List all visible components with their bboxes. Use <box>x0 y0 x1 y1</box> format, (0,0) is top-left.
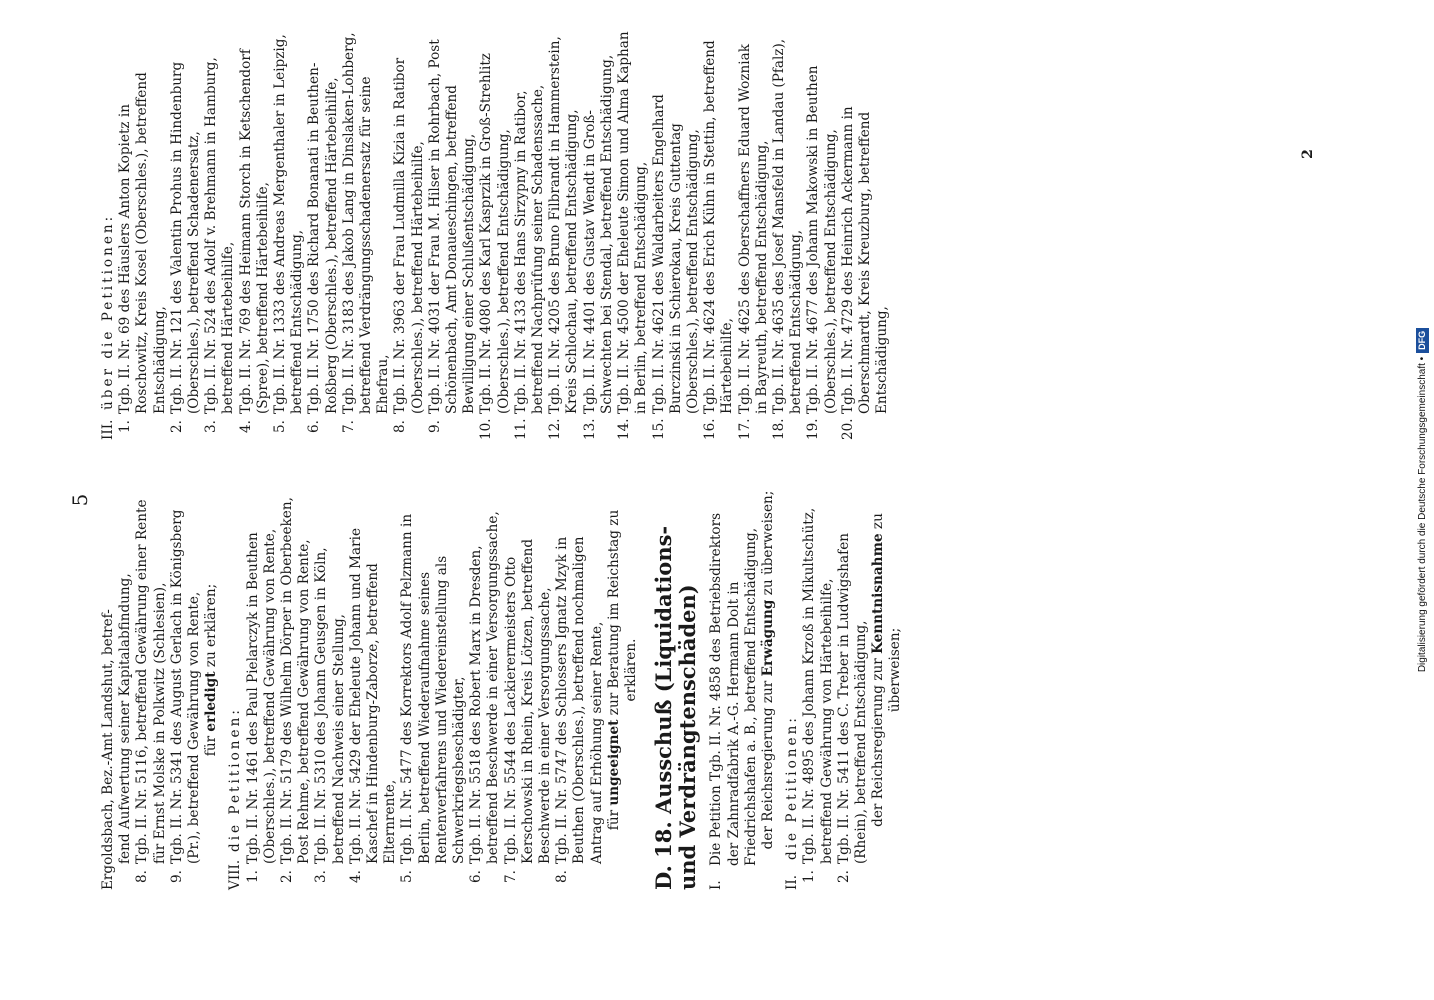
resolution-keyword: Kenntnisnahme <box>870 533 887 654</box>
item-text: Tgb. II. Nr. 4729 des Heinrich Ackermann in Oberschmardt, Kreis Kreuzburg, betreffend Entschädigung, <box>839 106 891 414</box>
list-item <box>306 30 340 440</box>
item-text: Tgb. II. Nr. 5116, betreffend Gewährung einer Rente für Ernst Molske in Polkwitz (Schlesien), <box>134 499 168 864</box>
item-text: Tgb. II. Nr. 121 des Valentin Prohus in Hindenburg (Oberschles.), betreffend Schadenersatz, <box>168 61 203 414</box>
list-item <box>771 30 805 440</box>
item-number: 1. <box>801 870 818 883</box>
list-item <box>279 490 313 890</box>
item-text: Tgb. II. Nr. 69 des Häuslers Anton Kopietz in Roschowitz, Kreis Kosel (Oberschles.), betreffend Entschädigung, <box>117 72 168 414</box>
resolution-text: zu erklären; <box>203 583 220 672</box>
item-text: Tgb. II. Nr. 4401 des Gustav Wendt in Groß-Schwechten bei Stendal, betreffend Entschädigung, <box>581 54 615 414</box>
item-text: Tgb. II. Nr. 5518 des Robert Marx in Dresden, betreffend Beschwerde in einer Versorgungssache, <box>468 511 502 864</box>
item-number: 15. <box>650 418 667 440</box>
resolution-text: für <box>203 731 220 757</box>
list-item <box>272 30 306 440</box>
resolution-text: für <box>605 805 622 831</box>
heading-letter: D. <box>651 865 677 890</box>
list-item <box>169 490 203 890</box>
resolution-text: zu überweisen; <box>870 513 904 713</box>
section-heading <box>652 490 700 890</box>
item-number: 6. <box>468 870 485 883</box>
resolution-text: zur Beratung im Reichstag zu erklären. <box>605 509 640 720</box>
section-viii-title <box>227 490 244 890</box>
list-item <box>836 490 870 890</box>
heading-text: 18. Ausschuß (Liquidations- und Verdrängtenschäden) <box>651 525 701 890</box>
resolution-keyword: ungeeignet <box>605 719 622 806</box>
continuation-line-2: fend Aufwertung seiner Kapitalabfindung, <box>117 573 134 864</box>
item-text: Tgb. II. Nr. 4500 der Eheleute Simon und Alma Kaphan in Berlin, betreffend Entschädigung, <box>616 31 650 414</box>
resolution-text: zu überweisen; <box>759 490 776 600</box>
item-number: 7. <box>340 420 357 433</box>
list-item <box>238 30 272 440</box>
item-text: Tgb. II. Nr. 3963 der Frau Ludmilla Kizia in Ratibor (Oberschles.), betreffend Härtebeihilfe, <box>392 57 426 414</box>
item-number: 2. <box>168 420 185 433</box>
item-number: 7. <box>502 870 519 883</box>
item-text: Tgb. II. Nr. 524 des Adolf v. Brehmann in Hamburg, betreffend Härtebeihilfe, <box>203 57 237 414</box>
item-text: Tgb. II. Nr. 5310 des Johann Geusgen in Köln, betreffend Nachweis einer Stellung, <box>313 547 347 864</box>
list-item <box>468 490 502 890</box>
list-item <box>737 30 771 440</box>
resolution-text: der Reichsregierung zur <box>759 676 776 850</box>
item-number: 10. <box>478 418 495 440</box>
item-number: 8. <box>392 420 409 433</box>
section-iii-list <box>117 30 891 440</box>
item-text: Tgb. II. Nr. 4621 des Waldarbeiters Engelhard Burczinski in Schierokau, Kreis Guttentag (Oberschles.), betreffend Entschädigung, <box>650 94 701 414</box>
item-number: 6. <box>306 420 323 433</box>
section-viii-list <box>245 490 606 890</box>
item-text: Tgb. II. Nr. 5429 der Eheleute Johann und Marie Kaschef in Hindenburg-Zaborze, betreffend Elternrente, <box>347 528 399 864</box>
section-number: III. <box>100 419 116 440</box>
item-text: Tgb. II. Nr. 4635 des Josef Mansfeld in Landau (Pfalz), betreffend Entschädigung, <box>770 38 805 414</box>
resolution-keyword: erledigt <box>203 671 220 732</box>
list-item <box>245 490 279 890</box>
list-item <box>805 30 839 440</box>
list-item <box>503 490 555 890</box>
left-column <box>100 490 905 890</box>
footer-credit <box>1412 0 1434 1000</box>
item-number: 4. <box>347 870 364 883</box>
item-number: 16. <box>702 418 719 440</box>
item-number: 9. <box>426 420 443 433</box>
section-text: Die Petition Tgb. II. Nr. 4858 des Betriebsdirektors der Zahnradfabrik A.-G. Hermann Dolt in Friedrichshafen a. B., betreffend Entschädigung, <box>708 512 759 866</box>
signature-mark: 2 <box>1300 149 1316 159</box>
list-item <box>616 30 650 440</box>
resolution-erwaegung <box>760 490 777 890</box>
section-number: VIII. <box>227 859 244 890</box>
footer-text: Digitalisierung gefördert durch die Deutsche Forschungsgemeinschaft • <box>1417 356 1428 673</box>
dfg-logo: DFG <box>1416 328 1429 353</box>
section-i <box>708 490 760 890</box>
section-ii-list <box>801 490 870 890</box>
item-text: Tgb. II. Nr. 1333 des Andreas Mergenthaler in Leipzig, betreffend Entschädigung, <box>272 34 306 414</box>
section-iii-title <box>100 30 117 440</box>
item-number: 13. <box>581 418 598 440</box>
item-number: 18. <box>770 418 787 440</box>
list-item <box>341 30 393 440</box>
item-text: Tgb. II. Nr. 4677 des Johann Makowski in Beuthen (Oberschles.), betreffend Entschädigung, <box>805 65 839 414</box>
item-text: Tgb. II. Nr. 4205 des Bruno Filbrandt in Hammerstein, Kreis Schlochau, betreffend Entschädigung, <box>547 36 581 414</box>
item-text: Tgb. II. Nr. 5477 des Korrektors Adolf Pelzmann in Berlin, betreffend Wiederaufnahme seines Rentenverfahrens und Wiedereinstellung als Schwerkriegsbeschädigter, <box>399 513 468 864</box>
item-number: 9. <box>168 870 185 883</box>
list-item <box>169 30 203 440</box>
item-number: 1. <box>244 870 261 883</box>
resolution-text: der Reichsregierung zur <box>870 653 887 827</box>
item-number: 2. <box>835 870 852 883</box>
item-number: 8. <box>554 870 571 883</box>
item-number: 12. <box>547 418 564 440</box>
list-item <box>392 30 426 440</box>
list-item <box>399 490 468 890</box>
item-text: Tgb. II. Nr. 1750 des Richard Bonanati in Beuthen-Roßberg (Oberschles.), betreffend Härtebeihilfe, <box>306 62 340 414</box>
item-text: Tgb. II. Nr. 769 des Heimann Storch in Ketschendorf (Spree), betreffend Härtebeihilfe, <box>237 49 271 414</box>
list-item <box>478 30 512 440</box>
item-text: Tgb. II. Nr. 5544 des Lackierermeisters Otto Kerschowski in Rhein, Kreis Lötzen, betreffend Beschwerde in einer Versorgungssache, <box>502 538 554 864</box>
item-number: 2. <box>279 870 296 883</box>
resolution-kenntnis <box>870 490 904 890</box>
list-item <box>554 490 606 890</box>
item-text: Tgb. II. Nr. 4031 der Frau M. Hilser in Rohrbach, Post Schönenbach, Amt Donaueschingen, betreffend Bewilligung einer Schlußentschädigung, <box>426 39 478 414</box>
list-item <box>651 30 703 440</box>
list-item <box>313 490 347 890</box>
item-text: Tgb. II. Nr. 4080 des Karl Kasprzik in Groß-Strehlitz (Oberschles.), betreffend Entschädigung, <box>478 53 512 414</box>
item-number: 17. <box>736 418 753 440</box>
item-number: 3. <box>203 420 220 433</box>
list-item <box>134 490 168 890</box>
list-item <box>427 30 479 440</box>
item-text: Tgb. II. Nr. 1461 des Paul Pielarczyk in Beuthen (Oberschles.), betreffend Gewährung von Rente, <box>244 528 278 864</box>
section-number: II. <box>784 874 801 890</box>
list-item <box>203 30 237 440</box>
item-text: Tgb. II. Nr. 5341 des August Gerlach in Königsberg (Pr.), betreffend Gewährung von Rente, <box>168 509 203 864</box>
item-number: 5. <box>272 420 289 433</box>
list-item <box>702 30 736 440</box>
item-text: Tgb. II. Nr. 4895 des Johann Krzoß in Mikultschütz, betreffend Gewährung von Härtebeihilfe, <box>801 507 835 864</box>
item-text: Tgb. II. Nr. 4625 des Oberschaffners Eduard Wozniak in Bayreuth, betreffend Entschädigung, <box>736 44 770 414</box>
resolution-erledigt <box>203 490 220 890</box>
item-number: 8. <box>134 870 151 883</box>
section-title: die Petitionen: <box>784 715 801 860</box>
item-number: 14. <box>616 418 633 440</box>
list-item <box>513 30 547 440</box>
continuation-line: Ergoldsbach, Bez.-Amt Landshut, betref- <box>100 609 116 890</box>
item-number: 11. <box>512 418 529 440</box>
item-number: 19. <box>805 418 822 440</box>
item-number: 20. <box>839 418 856 440</box>
item-text: Tgb. II. Nr. 5179 des Wilhelm Dörper in Oberbeeken, Post Rehme, betreffend Gewährung von Rente, <box>279 497 313 864</box>
list-item <box>801 490 835 890</box>
list-item <box>117 30 169 440</box>
resolution-keyword: Erwägung <box>759 599 776 677</box>
list-item <box>348 490 400 890</box>
section-number: I. <box>708 880 725 890</box>
item-number: 1. <box>117 420 134 433</box>
item-text: Tgb. II. Nr. 5747 des Schlossers Ignatz Mzyk in Beuthen (Oberschles.), betreffend nochmaligen Antrag auf Erhöhung seiner Rente, <box>554 536 605 864</box>
item-number: 5. <box>399 870 416 883</box>
list-item <box>547 30 581 440</box>
item-text: Tgb. II. Nr. 5411 des C. Treber in Ludwigshafen (Rhein), betreffend Entschädigung, <box>835 533 869 864</box>
section-title: über die Petitionen: <box>100 213 116 410</box>
item-text: Tgb. II. Nr. 4624 des Erich Kühn in Stettin, betreffend Härtebeihilfe, <box>702 40 736 414</box>
right-column <box>100 30 891 440</box>
section-title: die Petitionen: <box>227 707 244 852</box>
item-text: Tgb. II. Nr. 3183 des Jakob Lang in Dinslaken-Lohberg, betreffend Verdrängungsschadenersatz für seine Ehefrau, <box>340 32 392 414</box>
item-number: 4. <box>237 420 254 433</box>
resolution-ungeeignet <box>606 490 640 890</box>
page-number: 5 <box>68 493 92 507</box>
item-text: Tgb. II. Nr. 4133 des Hans Sirzypny in Ratibor, betreffend Nachprüfung seiner Schadenssache, <box>512 84 547 414</box>
list-item <box>582 30 616 440</box>
list-item <box>840 30 892 440</box>
item-number: 3. <box>313 870 330 883</box>
section-ii-title <box>784 490 801 890</box>
